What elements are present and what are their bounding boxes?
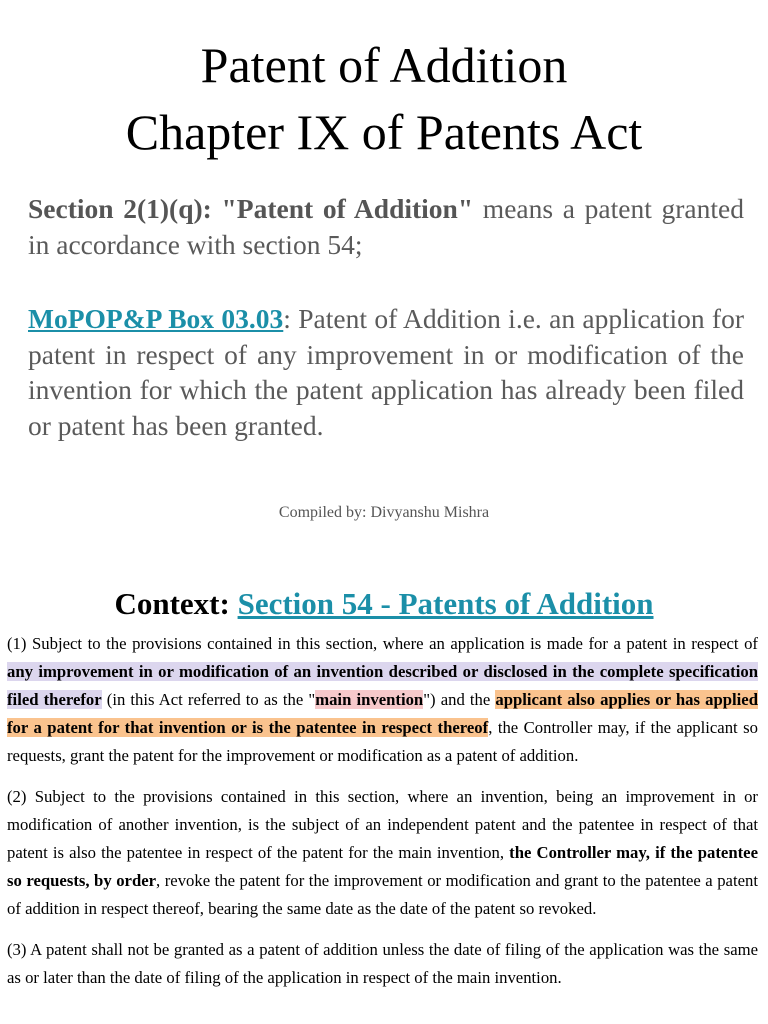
clause-2-bold-controller: the Controller may, if the patentee so requests, by order	[7, 843, 758, 890]
clause-2-text-a: (2) Subject to the provisions contained in this section, where an invention, being an improvement in or modification of another invention, is the subject of an independent patent and the patentee in respect of that patent is also the patentee in respect of the patent for the main invention,	[7, 787, 758, 862]
definition-paragraph	[28, 191, 744, 262]
clause-1-text-b: (in this Act referred to as the "	[101, 690, 316, 709]
clause-2	[7, 783, 758, 923]
clause-2-text-b: , revoke the patent for the improvement or modification and grant to the patentee a patent of addition in respect thereof, bearing the same date as the date of the patent so revoked.	[7, 871, 758, 918]
slide-2	[0, 578, 768, 1005]
clause-3-text: (3) A patent shall not be granted as a patent of addition unless the date of filing of the application was the same as or later than the date of filing of the application in respect of the main invention.	[7, 940, 758, 987]
clause-1-highlight-main-invention: main invention	[315, 690, 424, 709]
clause-1	[7, 630, 758, 770]
mopop-text: : Patent of Addition i.e. an application for patent in respect of any improvement in or modification of the invention for which the patent application has already been filed or patent has been granted.	[28, 303, 744, 441]
clause-1-text-c: ") and the	[423, 690, 496, 709]
mopop-link[interactable]: MoPOP&P Box 03.03	[28, 303, 284, 334]
clause-1-text-d: , the Controller may, if the applicant so requests, grant the patent for the improvement or modification as a patent of addition.	[7, 718, 758, 765]
compiled-by: Compiled by: Divyanshu Mishra	[278, 504, 490, 521]
context-heading	[0, 578, 768, 630]
clause-1-highlight-improvement: any improvement in or modification of an invention described or disclosed in the complete specification filed therefor	[7, 662, 758, 709]
definition-text: means a patent granted in accordance with section 54;	[28, 193, 744, 260]
mopop-paragraph	[28, 301, 744, 443]
slide-title-line-2: Chapter IX of Patents Act	[125, 104, 643, 160]
clause-1-text-a: (1) Subject to the provisions contained in this section, where an application is made for a patent in respect of	[7, 634, 758, 653]
context-label: Context:	[114, 586, 238, 621]
clause-3	[7, 936, 758, 992]
slide-title-line-1: Patent of Addition	[200, 37, 568, 93]
definition-label: Section 2(1)(q): "Patent of Addition"	[28, 193, 474, 224]
section-54-link[interactable]: Section 54 - Patents of Addition	[237, 586, 654, 621]
clause-1-highlight-applicant: applicant also applies or has applied for a patent for that invention or is the patentee in respect thereof	[7, 690, 758, 737]
